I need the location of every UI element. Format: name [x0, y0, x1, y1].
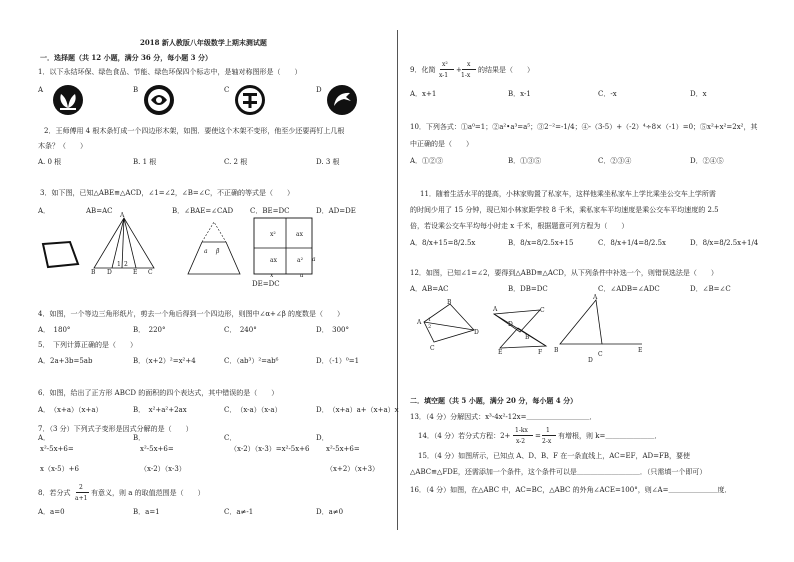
q8-pre: 8．若分式: [38, 489, 71, 497]
q14-eq: =: [535, 432, 541, 440]
q11-line3: 倍，若设乘公交车平均每小时走 x 千米，根据题意可列方程为（ ）: [410, 222, 629, 230]
fig3-label-c: C: [148, 269, 153, 276]
q6-opt-b: B． x²+a²+2ax: [133, 406, 187, 414]
q7-opt-b-line2: （x-2）（x-3）: [140, 465, 186, 473]
q2-opt-a: A. 0 根: [38, 158, 62, 166]
cut-triangle-figure: [186, 218, 242, 278]
q2-opt-b: B. 1 根: [133, 158, 157, 166]
fig12-label-1: 1: [428, 317, 432, 323]
fig15-label-d: D: [508, 321, 513, 328]
q3-opt-a-text: AB=AC: [86, 207, 113, 215]
q8-frac-den: a+1: [75, 495, 88, 502]
column-divider: [397, 30, 398, 530]
q3-opt-d: D．AD=DE: [316, 207, 356, 215]
quadrilateral-frame-figure: [40, 240, 80, 270]
q13-text: 13．（4 分）分解因式：x³-4x²-12x=＿＿＿＿＿＿＿＿＿．: [410, 413, 597, 421]
section-1-heading: 一．选择题（共 12 小题，满分 36 分，每小题 3 分）: [40, 53, 212, 62]
fig16-label-a: A: [593, 294, 598, 301]
fig3-label-a: A: [120, 212, 125, 219]
q3-opt-a: A．: [38, 207, 51, 215]
q9-f2-bar: [462, 69, 476, 70]
q2-opt-c: C. 2 根: [224, 158, 248, 166]
q8-opt-c: C．a≠-1: [224, 508, 254, 516]
fig16-label-e: E: [638, 347, 643, 354]
fig3-label-2: 2: [124, 261, 128, 268]
fig16-label-c: C: [598, 351, 603, 358]
q12-opt-b: B．DB=DC: [508, 285, 548, 293]
page-title: 2018 新人教版八年级数学上期末测试题: [140, 38, 267, 47]
q3-extra-de-dc: DE=DC: [252, 280, 280, 288]
fig3-label-b: B: [91, 269, 96, 276]
q4-opt-d: D． 300°: [316, 326, 349, 334]
q9-f1-bar: [440, 69, 454, 70]
q9-f2-den: 1-x: [461, 72, 471, 79]
q14-f2-den: 2-x: [542, 438, 552, 445]
q4-opt-c: C． 240°: [224, 326, 257, 334]
fig16-label-b: B: [554, 347, 559, 354]
q5-opt-d: D．（-1）⁰=1: [316, 357, 360, 365]
fig6-side-a: a: [312, 256, 316, 263]
q11-line1: 11．随着生活水平的提高，小林家购置了私家车，这样他乘坐私家车上学比乘坐公交车上学所需: [420, 190, 716, 198]
q9-f1-den: x-1: [439, 72, 449, 79]
fig3-label-e: E: [133, 269, 138, 276]
q11-opt-c: C．8/x+1/4=8/2.5x: [598, 239, 667, 247]
fig12-label-c: C: [430, 345, 435, 352]
q3-opt-c: C．BE=DC: [250, 207, 290, 215]
q7-stem: 7．（3 分）下列式子变形是因式分解的是（ ）: [38, 425, 193, 433]
q9-post: 的结果是（ ）: [478, 66, 534, 74]
q14-f1-num: 1-kx: [515, 427, 528, 434]
q12-stem: 12．如图，已知∠1=∠2，要得到△ABD≌△ACD，从下列条件中补选一个，则错误选法是（ ）: [410, 269, 718, 277]
q11-line2: 的时间少用了 15 分钟，现已知小林家距学校 8 千米，乘私家车平均速度是乘公交车平均速度的 2.5: [410, 206, 719, 214]
q14-post: 有增根，则 k=＿＿＿＿＿＿＿．: [558, 432, 662, 440]
fig6-cell-x2: x²: [270, 231, 276, 238]
q11-opt-b: B．8/x=8/2.5x+15: [508, 239, 574, 247]
fig4-label-beta: β: [216, 248, 220, 255]
q11-opt-a: A．8/x+15=8/2.5x: [410, 239, 476, 247]
q5-opt-c: C．（ab³）²=ab⁶: [224, 357, 279, 365]
q10-line2: 中正确的是（ ）: [410, 140, 473, 148]
fig15-label-c: C: [540, 307, 545, 314]
fig12-label-d: D: [474, 329, 479, 336]
section-2-heading: 二．填空题（共 5 小题，满分 20 分，每小题 4 分）: [410, 396, 578, 405]
q12-opt-d: D．∠B=∠C: [690, 285, 731, 293]
q7-opt-a-line2: x（x-5）+6: [40, 465, 79, 473]
fig15-label-a: A: [493, 306, 498, 313]
q5-opt-b: B．（x+2）²=x²+4: [133, 357, 196, 365]
fig6-cell-ax-top: ax: [296, 231, 303, 238]
q7-opt-a: A．: [38, 434, 51, 442]
q14-f2-num: 1: [546, 427, 550, 434]
q14-f1-den: x-2: [516, 438, 526, 445]
q4-opt-a: A． 180°: [38, 326, 71, 334]
fig3-label-d: D: [107, 269, 112, 276]
q9-opt-b: B．x-1: [508, 90, 531, 98]
q2-line2: 木条？（ ）: [38, 142, 87, 150]
green-food-logo-icon: [143, 84, 175, 116]
q8-post: 有意义，则 a 的取值范围是（ ）: [91, 489, 205, 497]
energy-saving-logo-icon: [234, 84, 266, 116]
fig16-label-d: D: [588, 357, 593, 364]
q3-opt-b: B．∠BAE=∠CAD: [172, 207, 234, 215]
fig12-label-2: 2: [428, 324, 432, 330]
q9-pre: 9．化简: [410, 66, 436, 74]
q6-opt-d: D． （x+a）a+（x+a）x: [316, 406, 399, 414]
q11-opt-d: D．8/x=8/2.5x+1/4: [690, 239, 759, 247]
q12-opt-a: A．AB=AC: [410, 285, 449, 293]
q8-frac-bar: [76, 492, 89, 493]
q7-opt-c: C．: [224, 434, 237, 442]
q10-opt-c: C．②③④: [598, 157, 632, 165]
q4-opt-b: B． 220°: [133, 326, 166, 334]
green-environment-logo-icon: [326, 84, 358, 116]
q7-opt-d-line2: （x+2）（x+3）: [326, 465, 380, 473]
fig12-label-b: B: [447, 299, 452, 306]
q10-line1: 10．下列各式：①a⁰=1；②a²•a³=a⁵；③2⁻²=-1/4；④-（3-5）+（-2）⁴÷8×（-1）=0；⑤x²+x²=2x²，其: [410, 123, 758, 131]
q10-opt-b: B．①③⑤: [508, 157, 542, 165]
q16-triangle-figure: [556, 296, 646, 356]
q12-opt-c: C．∠ADB=∠ADC: [598, 285, 660, 293]
fig4-label-alpha: a: [204, 248, 208, 255]
q9-plus: +: [456, 66, 462, 74]
q5-opt-a: A．2a+3b=5ab: [38, 357, 93, 365]
q7-opt-a-line1: x²-5x+6=: [40, 445, 74, 453]
q15-line2: △ABC≌△FDE，还需添加一个条件，这个条件可以是＿＿＿＿＿＿＿＿＿．（只需填一个即可）: [410, 468, 707, 476]
fig15-label-f: F: [538, 349, 543, 356]
q6-stem: 6．如图，给出了正方形 ABCD 的面积的四个表达式，其中错误的是（ ）: [38, 389, 279, 397]
q10-opt-d: D．②④⑤: [690, 157, 724, 165]
q8-opt-a: A．a=0: [38, 508, 65, 516]
q5-stem: 5． 下列计算正确的是（ ）: [38, 341, 137, 349]
q6-opt-c: C． （x-a）（x-a）: [224, 406, 282, 414]
q7-opt-d: D．: [316, 434, 329, 442]
q9-opt-a: A．x+1: [410, 90, 437, 98]
fig6-bottom-a: a: [300, 272, 304, 279]
square-abcd-figure: [252, 216, 316, 276]
q1-opt-c: C: [224, 86, 230, 94]
q14-f1-bar: [513, 435, 533, 436]
q1-stem: 1．以下永结环保、绿色食品、节能、绿色环保四个标志中，是轴对称图形是（ ）: [38, 68, 302, 76]
fig12-label-a: A: [417, 319, 422, 326]
q16-text: 16．（4 分）如图，在△ABC 中，AC=BC，△ABC 的外角∠ACE=100°，则∠A=＿＿＿＿＿＿＿度．: [410, 486, 732, 494]
q9-opt-d: D．x: [690, 90, 707, 98]
q7-opt-b-line1: x²-5x+6=: [140, 445, 174, 453]
q8-opt-d: D．a≠0: [316, 508, 344, 516]
fig15-label-e: E: [498, 349, 503, 356]
fig6-cell-ax-bottom: ax: [270, 257, 277, 264]
q2-line1: 2．王师傅用 4 根木条钉成一个四边形木架，如图．要使这个木架不变形，他至少还要再钉上几根: [44, 127, 345, 135]
q4-stem: 4．如图，一个等边三角形纸片，剪去一个角后得到一个四边形，则图中∠α+∠β 的度数是（ ）: [38, 310, 345, 318]
q8-frac-num: 2: [79, 484, 83, 491]
fig15-label-b: B: [525, 334, 530, 341]
q9-opt-c: C．-x: [598, 90, 617, 98]
q14-f2-bar: [542, 435, 556, 436]
q15-line1: 15．（4 分）如图所示，已知点 A、D、B、F 在一条直线上，AC=EF，AD=FB，要使: [418, 452, 690, 460]
q3-stem: 3．如下图，已知△ABE≌△ACD，∠1=∠2，∠B=∠C，不正确的等式是（ ）: [40, 189, 295, 197]
fig6-cell-a2: a²: [297, 257, 303, 264]
q14-pre: 14．（4 分）若分式方程：2+: [418, 432, 511, 440]
q1-opt-b: B: [133, 86, 139, 94]
eco-logo-icon: [52, 84, 84, 116]
q1-opt-a: A: [38, 86, 44, 94]
q6-opt-a: A． （x+a）（x+a）: [38, 406, 103, 414]
fig6-bottom-x: x: [270, 272, 274, 279]
q9-f2-num: x: [467, 61, 471, 68]
q10-opt-a: A．①②③: [410, 157, 444, 165]
q9-f1-num: x²: [442, 61, 448, 68]
q8-opt-b: B．a=1: [133, 508, 160, 516]
q2-opt-d: D. 3 根: [316, 158, 340, 166]
q7-opt-b: B．: [133, 434, 146, 442]
q12-kite-figure: [416, 300, 478, 352]
q7-opt-d-line1: x²-5x+6=: [326, 445, 360, 453]
fig3-label-1: 1: [117, 261, 121, 268]
q7-opt-c-text: （x-2）（x-3）=x²-5x+6: [230, 445, 310, 453]
q1-opt-d: D: [316, 86, 322, 94]
